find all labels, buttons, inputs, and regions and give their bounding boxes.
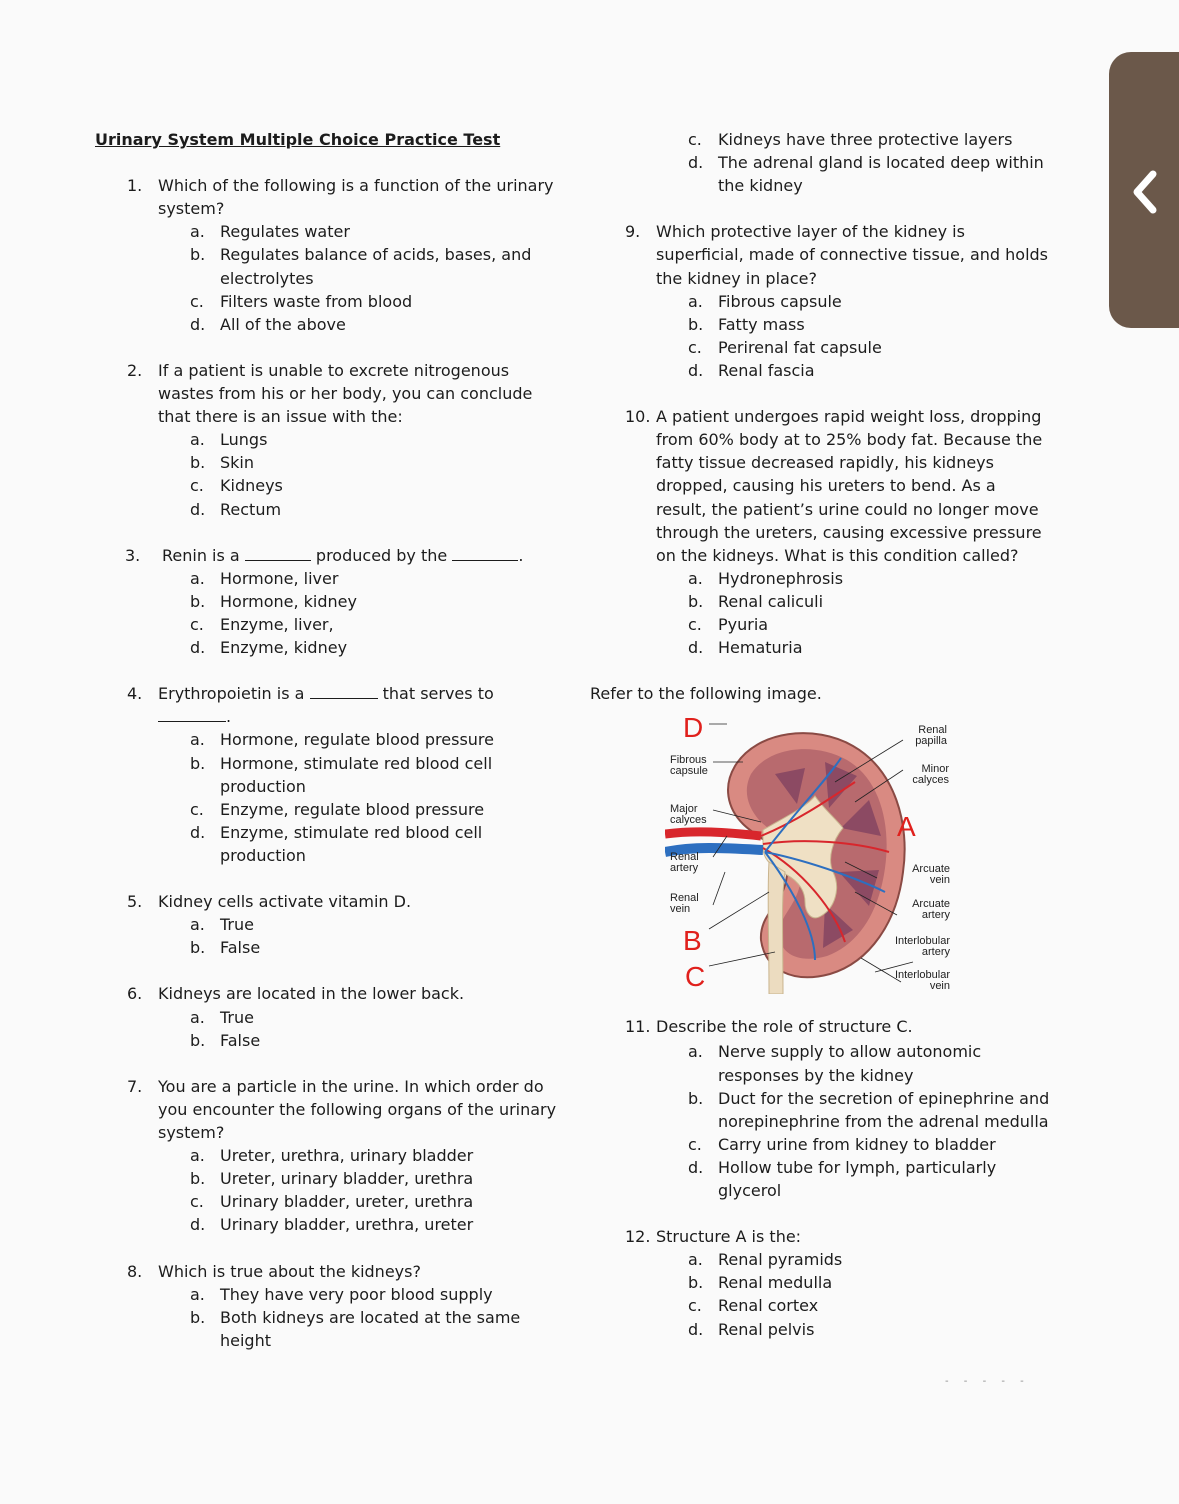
option-list xyxy=(190,1283,565,1352)
option-a[interactable]: a. Regulates water xyxy=(190,222,350,242)
left-column xyxy=(95,128,565,1352)
label-renal-artery-2: artery xyxy=(670,862,699,874)
question-number: 6. xyxy=(127,984,143,1004)
label-arcuate-vein-1: Arcuate xyxy=(912,863,950,875)
question-number: 4. xyxy=(127,684,143,704)
question-text: Describe the role of structure C. xyxy=(656,1017,913,1037)
option-c[interactable]: c. Filters waste from blood xyxy=(190,291,413,311)
label-arcuate-artery-1: Arcuate xyxy=(912,898,950,910)
label-interlobular-artery-1: Interlobular xyxy=(894,935,950,947)
option-list xyxy=(190,913,565,959)
question-number: 2. xyxy=(127,360,143,380)
option-a[interactable]: a. Renal pyramids xyxy=(688,1250,843,1270)
fill-blank[interactable] xyxy=(158,707,226,722)
option-b[interactable]: b. Renal caliculi xyxy=(688,591,824,611)
option-d[interactable]: d. Hematuria xyxy=(688,638,803,658)
option-list xyxy=(190,567,565,659)
option-list xyxy=(190,428,565,520)
question-number: 3. xyxy=(125,545,141,565)
label-arcuate-vein-2: vein xyxy=(929,874,950,886)
option-a[interactable]: a. True xyxy=(190,1007,254,1027)
option-list-q8-continued xyxy=(688,128,1050,197)
option-list xyxy=(190,220,565,335)
option-c[interactable]: c. Perirenal fat capsule xyxy=(688,337,882,357)
question-number: 11. xyxy=(625,1017,651,1037)
label-letter-c: C xyxy=(685,961,706,992)
label-fibrous-capsule-2: capsule xyxy=(670,765,708,777)
label-major-calyces-2: calyces xyxy=(670,814,707,826)
label-interlobular-vein-2: vein xyxy=(929,980,950,992)
option-list xyxy=(190,1006,565,1052)
option-d[interactable]: d. Enzyme, stimulate red blood cell production xyxy=(190,822,483,865)
label-interlobular-artery-2: artery xyxy=(921,946,950,958)
option-c[interactable]: c. Renal cortex xyxy=(688,1296,819,1316)
option-d[interactable]: d. The adrenal gland is located deep within the kidney xyxy=(688,153,1044,196)
question-text: Which is true about the kidneys? xyxy=(158,1261,421,1281)
option-b[interactable]: b. Regulates balance of acids, bases, and electrolytes xyxy=(190,245,532,288)
option-b[interactable]: b. Both kidneys are located at the same height xyxy=(190,1307,521,1350)
option-d[interactable]: d. Enzyme, kidney xyxy=(190,638,348,658)
chevron-left-icon xyxy=(1131,170,1159,214)
question-number: 9. xyxy=(625,222,641,242)
question-7 xyxy=(95,1075,565,1237)
option-b[interactable]: b. False xyxy=(190,1030,261,1050)
option-a[interactable]: a. Fibrous capsule xyxy=(688,291,842,311)
ureter-shape xyxy=(768,862,785,994)
option-b[interactable]: b. Fatty mass xyxy=(688,314,805,334)
option-a[interactable]: a. Ureter, urethra, urinary bladder xyxy=(190,1146,474,1166)
option-a[interactable]: a. Lungs xyxy=(190,430,268,450)
label-renal-papilla-2: papilla xyxy=(915,735,947,747)
question-text: Kidneys are located in the lower back. xyxy=(158,984,465,1004)
option-list xyxy=(688,1040,1050,1202)
option-c[interactable]: c. Enzyme, liver, xyxy=(190,614,334,634)
fill-blank[interactable] xyxy=(245,546,311,561)
back-tab-button[interactable] xyxy=(1109,52,1179,328)
label-renal-papilla-1: Renal xyxy=(918,724,947,736)
option-b[interactable]: b. Hormone, stimulate red blood cell production xyxy=(190,753,493,796)
question-11 xyxy=(590,1015,1050,1202)
option-b[interactable]: b. Renal medulla xyxy=(688,1273,833,1293)
option-a[interactable]: a. They have very poor blood supply xyxy=(190,1284,493,1304)
option-b[interactable]: b. Skin xyxy=(190,453,255,473)
option-c[interactable]: c. Urinary bladder, ureter, urethra xyxy=(190,1192,474,1212)
option-b[interactable]: b. Duct for the secretion of epinephrine and norepinephrine from the adrenal medulla xyxy=(688,1088,1050,1131)
question-10 xyxy=(590,405,1050,659)
question-4 xyxy=(95,682,565,867)
question-number: 7. xyxy=(127,1076,143,1096)
option-d[interactable]: d. Renal pelvis xyxy=(688,1319,815,1339)
question-6 xyxy=(95,982,565,1051)
option-a[interactable]: a. Hydronephrosis xyxy=(688,568,844,588)
label-letter-b: B xyxy=(683,925,702,956)
fill-blank[interactable] xyxy=(452,546,518,561)
option-d[interactable]: d. Rectum xyxy=(190,499,282,519)
question-text: Structure A is the: xyxy=(656,1227,802,1247)
label-renal-artery-1: Renal xyxy=(670,851,699,863)
option-c[interactable]: c. Carry urine from kidney to bladder xyxy=(688,1134,996,1154)
label-letter-a: A xyxy=(897,811,916,842)
label-renal-vein-1: Renal xyxy=(670,892,699,904)
option-list xyxy=(190,728,565,867)
question-text: Which protective layer of the kidney is superficial, made of connective tissue, and holds the kidney in place? xyxy=(656,222,1049,288)
renal-artery-shape xyxy=(665,832,761,836)
option-c[interactable]: c. Enzyme, regulate blood pressure xyxy=(190,799,485,819)
option-list xyxy=(688,567,1050,659)
question-number: 10. xyxy=(625,407,651,427)
question-text: Kidney cells activate vitamin D. xyxy=(158,892,412,912)
option-a[interactable]: a. Hormone, regulate blood pressure xyxy=(190,730,494,750)
question-9 xyxy=(590,220,1050,382)
option-list xyxy=(688,1248,1050,1340)
option-list xyxy=(190,1144,565,1236)
label-interlobular-vein-1: Interlobular xyxy=(894,969,950,981)
question-text: You are a particle in the urine. In which order do you encounter the following organs of the urinary system? xyxy=(158,1076,557,1143)
label-arcuate-artery-2: artery xyxy=(921,909,950,921)
question-text: Renin is a produced by the . xyxy=(162,545,524,565)
option-b[interactable]: b. Hormone, kidney xyxy=(190,591,357,611)
question-text: Erythropoietin is a that serves to . xyxy=(158,684,494,727)
option-a[interactable]: a. Nerve supply to allow autonomic responses by the kidney xyxy=(688,1042,982,1085)
question-number: 12. xyxy=(625,1227,651,1247)
option-c[interactable]: c. Kidneys xyxy=(190,476,283,496)
footer-mark: - - - - - xyxy=(945,1376,1030,1387)
label-fibrous-capsule-1: Fibrous xyxy=(670,754,707,766)
question-12 xyxy=(590,1225,1050,1340)
question-text: A patient undergoes rapid weight loss, dropping from 60% body at to 25% body fat. Because the fatty tissue decreased rapidly, his kidneys dropped, causing his ureters to bend. As a result, the patient’s urine could no longer move through the ureters, causing excessive pressure on the kidneys. What is this condition called? xyxy=(656,407,1043,565)
question-8 xyxy=(95,1260,565,1352)
refer-to-image: Refer to the following image. xyxy=(590,684,822,704)
label-letter-d: D xyxy=(683,712,704,743)
fill-blank[interactable] xyxy=(310,684,378,699)
kidney-diagram xyxy=(665,712,955,994)
question-text: If a patient is unable to excrete nitrogenous wastes from his or her body, you can conclude that there is an issue with the: xyxy=(158,360,533,427)
question-3 xyxy=(95,544,565,659)
label-major-calyces-1: Major xyxy=(670,803,698,815)
option-c[interactable]: c. Kidneys have three protective layers xyxy=(688,130,1013,149)
option-b[interactable]: b. False xyxy=(190,938,261,958)
option-c[interactable]: c. Pyuria xyxy=(688,614,769,634)
question-number: 1. xyxy=(127,176,143,196)
option-d[interactable]: d. Urinary bladder, urethra, ureter xyxy=(190,1215,474,1235)
label-renal-vein-2: vein xyxy=(670,903,691,915)
option-a[interactable]: a. True xyxy=(190,915,254,935)
question-number: 5. xyxy=(127,892,143,912)
option-a[interactable]: a. Hormone, liver xyxy=(190,568,339,588)
page-title: Urinary System Multiple Choice Practice Test xyxy=(95,130,501,149)
option-d[interactable]: d. All of the above xyxy=(190,314,346,334)
option-d[interactable]: d. Renal fascia xyxy=(688,360,815,380)
question-5 xyxy=(95,890,565,959)
option-b[interactable]: b. Ureter, urinary bladder, urethra xyxy=(190,1169,474,1189)
question-2 xyxy=(95,359,565,521)
label-minor-calyces-1: Minor xyxy=(921,763,949,775)
question-text: Which of the following is a function of the urinary system? xyxy=(158,176,554,219)
question-1 xyxy=(95,174,565,336)
label-minor-calyces-2: calyces xyxy=(912,774,949,786)
option-d[interactable]: d. Hollow tube for lymph, particularly glycerol xyxy=(688,1157,997,1200)
question-number: 8. xyxy=(127,1261,143,1281)
option-list xyxy=(688,290,1050,382)
